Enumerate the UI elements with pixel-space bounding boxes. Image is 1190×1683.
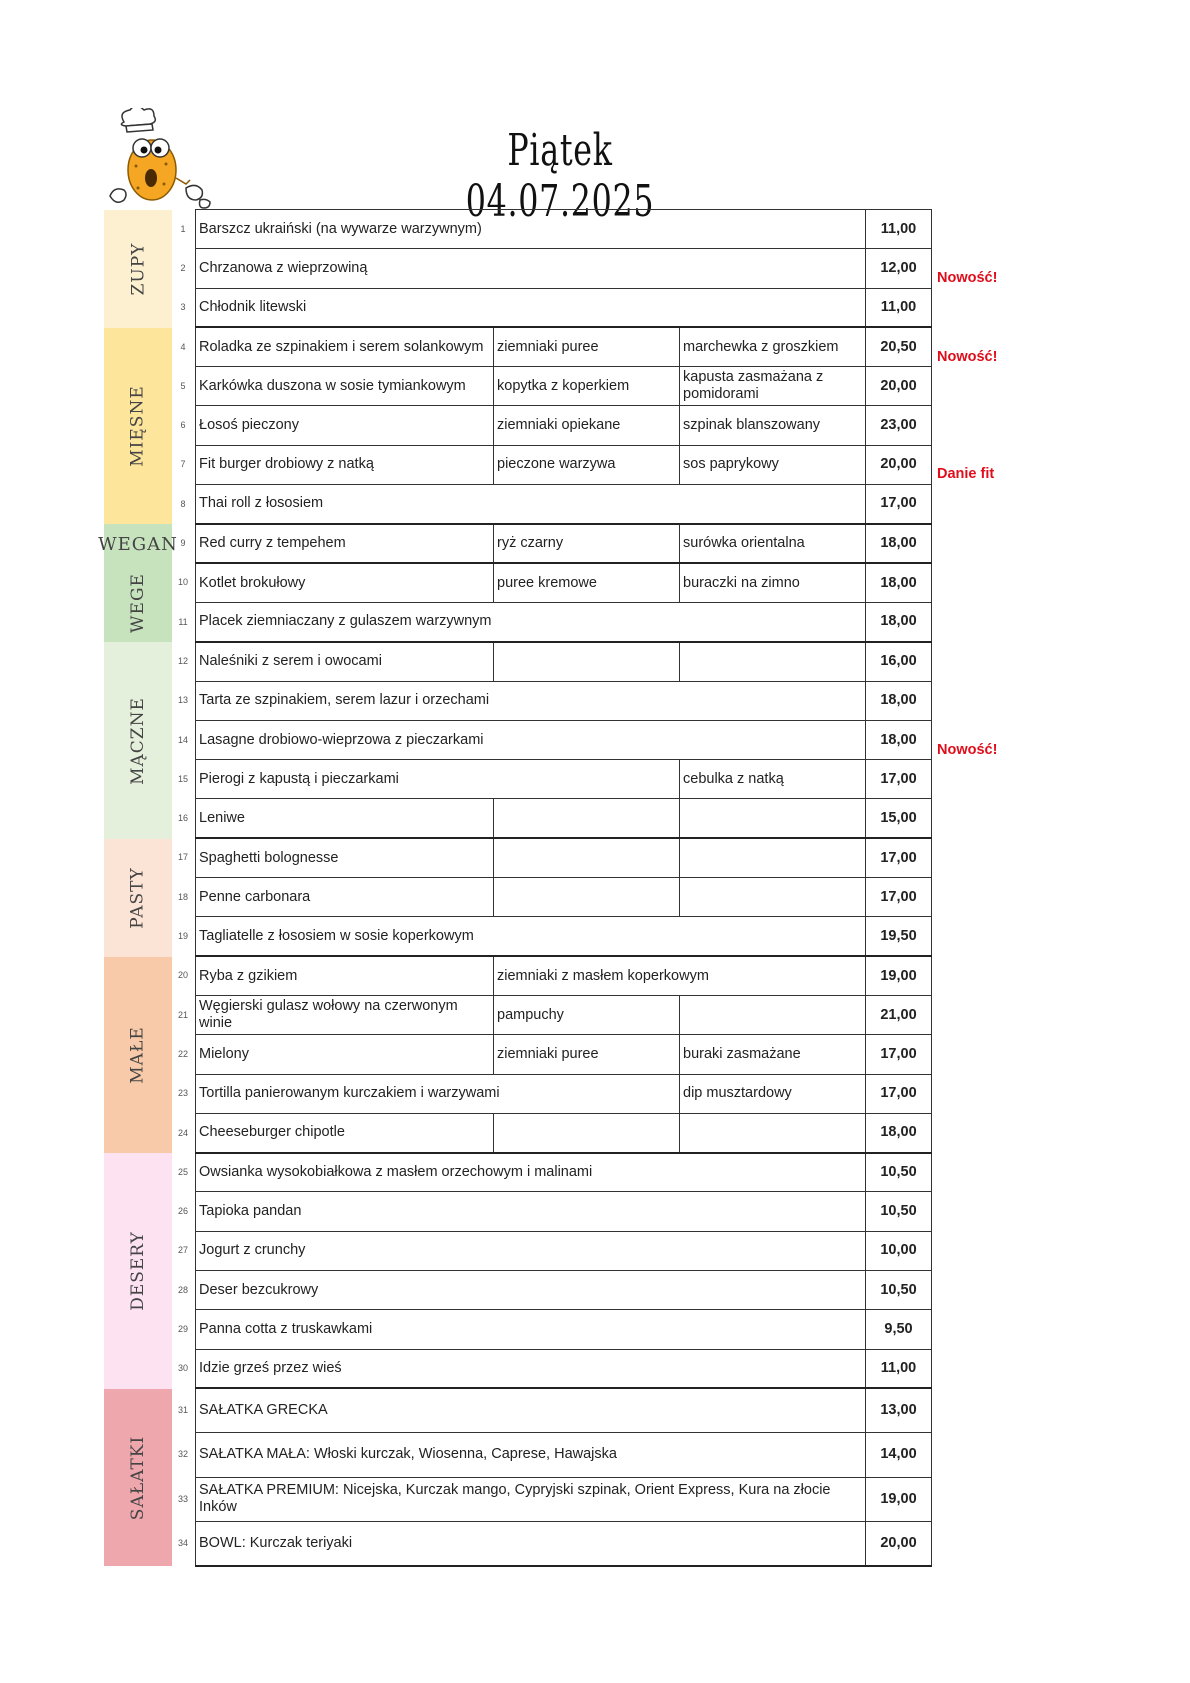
price: 12,00 [866,249,932,288]
price: 10,50 [866,1153,932,1192]
side-dish-2 [680,838,866,877]
row-number: 29 [177,1324,188,1335]
menu-row [196,485,932,524]
dish-name: Placek ziemniaczany z gulaszem warzywnym [196,602,866,641]
side-dish-2 [680,995,866,1034]
row-number: 33 [177,1493,188,1504]
price: 9,50 [866,1310,932,1349]
menu-row [196,1231,932,1270]
dish-name: Tarta ze szpinakiem, serem lazur i orzechami [196,681,866,720]
menu-row [196,642,932,681]
category-band [104,564,172,643]
menu-row [196,1113,932,1152]
row-number: 16 [177,813,188,824]
category-sidebar [98,210,178,1577]
row-number: 27 [177,1245,188,1256]
side-dish-2: buraki zasmażane [680,1035,866,1074]
side-dish-2 [680,1113,866,1152]
category-label: MAŁE [128,1026,148,1084]
menu-row [196,760,932,799]
side-dish-2: surówka orientalna [680,524,866,563]
category-band [104,642,172,839]
dish-name: BOWL: Kurczak teriyaki [196,1521,866,1565]
price: 20,00 [866,445,932,484]
row-number: 7 [180,459,186,470]
side-dish-1: kopytka z koperkiem [494,367,680,406]
menu-row [196,1192,932,1231]
side-dish-1 [494,1113,680,1152]
side-dish-1: ziemniaki puree [494,327,680,366]
page-title: Piątek 04.07.2025 [465,125,655,227]
side-dish-1: ziemniaki opiekane [494,406,680,445]
dish-name: Pierogi z kapustą i pieczarkami [196,760,680,799]
row-number: 5 [180,380,186,391]
dish-name: Cheeseburger chipotle [196,1113,494,1152]
row-number: 11 [178,616,188,627]
category-label: DESERY [128,1231,149,1311]
side-dish-2 [680,642,866,681]
dish-name: Tagliatelle z łososiem w sosie koperkowym [196,917,866,956]
dish-name: Mielony [196,1035,494,1074]
menu-row [196,524,932,563]
category-band [104,1389,172,1566]
category-label: WEGE [128,573,148,633]
dish-name: Ryba z gzikiem [196,956,494,995]
dish-note-badge: Nowość! [937,741,998,758]
category-label: PASTY [128,867,148,929]
side-dish-2: buraczki na zimno [680,563,866,602]
side-dish-2: marchewka z groszkiem [680,327,866,366]
side-dish-2: szpinak blanszowany [680,406,866,445]
row-number: 13 [177,695,188,706]
price: 21,00 [866,995,932,1034]
dish-name: Lasagne drobiowo-wieprzowa z pieczarkami [196,720,866,759]
price: 17,00 [866,1074,932,1113]
row-number: 32 [177,1449,188,1460]
category-band [104,839,172,957]
side-dish-1: ziemniaki puree [494,1035,680,1074]
row-number: 31 [177,1405,188,1416]
side-dish-1: pieczone warzywa [494,445,680,484]
side-dish-1: puree kremowe [494,563,680,602]
side-dish-1: pampuchy [494,995,680,1034]
menu-row [196,1310,932,1349]
price: 10,00 [866,1231,932,1270]
row-number: 2 [180,262,186,273]
menu-row [196,1153,932,1192]
price: 18,00 [866,563,932,602]
dish-name: SAŁATKA MAŁA: Włoski kurczak, Wiosenna, Caprese, Hawajska [196,1433,866,1477]
side-dish-1 [494,878,680,917]
row-number: 1 [180,223,186,234]
dish-name: Owsianka wysokobiałkowa z masłem orzechowym i malinami [196,1153,866,1192]
row-number: 25 [177,1166,188,1177]
row-number: 28 [177,1284,188,1295]
dish-name: Red curry z tempehem [196,524,494,563]
price: 14,00 [866,1433,932,1477]
chef-mascot-icon [104,108,222,212]
side-dish-2 [680,799,866,838]
dish-name: Karkówka duszona w sosie tymiankowym [196,367,494,406]
dish-name: Penne carbonara [196,878,494,917]
menu-row [196,406,932,445]
menu-row [196,563,932,602]
dish-name: Naleśniki z serem i owocami [196,642,494,681]
menu-row [196,249,932,288]
menu-row [196,838,932,877]
price: 17,00 [866,485,932,524]
row-number: 15 [177,773,188,784]
row-number: 12 [177,655,188,666]
category-band [98,524,178,563]
row-number: 6 [180,420,186,431]
side-dish-1 [494,838,680,877]
menu-row [196,1035,932,1074]
price: 10,50 [866,1192,932,1231]
side-dish-2: cebulka z natką [680,760,866,799]
menu-row [196,799,932,838]
row-number: 22 [177,1048,188,1059]
row-number: 18 [177,891,188,902]
menu-row [196,1074,932,1113]
dish-name: Jogurt z crunchy [196,1231,866,1270]
dish-name: Tortilla panierowanym kurczakiem i warzywami [196,1074,680,1113]
side-dish-2: kapusta zasmażana z pomidorami [680,367,866,406]
menu-row [196,1433,932,1477]
price: 18,00 [866,524,932,563]
row-number: 24 [177,1127,188,1138]
row-number: 10 [177,577,188,588]
menu-row [196,288,932,327]
category-label: SAŁATKI [128,1435,148,1520]
price: 15,00 [866,799,932,838]
menu-row [196,956,932,995]
menu-row [196,210,932,249]
category-band [104,957,172,1154]
menu-row [196,1477,932,1521]
dish-name: Roladka ze szpinakiem i serem solankowym [196,327,494,366]
price: 19,00 [866,1477,932,1521]
price: 19,00 [866,956,932,995]
menu-row [196,445,932,484]
dish-name: SAŁATKA GRECKA [196,1388,866,1432]
dish-name: Leniwe [196,799,494,838]
price: 17,00 [866,838,932,877]
category-label: WEGAN [98,533,178,555]
price: 18,00 [866,602,932,641]
price: 19,50 [866,917,932,956]
menu-row [196,1388,932,1432]
category-band [104,210,172,328]
side-dish-1 [494,642,680,681]
dish-note-badge: Danie fit [937,466,995,483]
dish-name: Deser bezcukrowy [196,1271,866,1310]
row-number: 14 [177,734,188,745]
row-number: 8 [180,498,186,509]
menu-row [196,681,932,720]
menu-row [196,1521,932,1565]
menu-row [196,1349,932,1388]
category-band [104,1153,172,1389]
side-dish-2: sos paprykowy [680,445,866,484]
side-dish-2 [680,878,866,917]
row-number: 4 [180,341,186,352]
price: 18,00 [866,681,932,720]
dish-name: Chrzanowa z wieprzowiną [196,249,866,288]
side-dish-1: ryż czarny [494,524,680,563]
price: 17,00 [866,760,932,799]
dish-note-badge: Nowość! [937,348,998,365]
row-number: 3 [180,302,186,313]
menu-row [196,995,932,1034]
side-dish-2: dip musztardowy [680,1074,866,1113]
price: 17,00 [866,878,932,917]
price: 11,00 [866,288,932,327]
price: 13,00 [866,1388,932,1432]
row-number: 21 [177,1009,188,1020]
side-dish-1 [494,799,680,838]
dish-name: Kotlet brokułowy [196,563,494,602]
price: 18,00 [866,1113,932,1152]
price: 10,50 [866,1271,932,1310]
dish-note-badge: Nowość! [937,269,998,286]
price: 17,00 [866,1035,932,1074]
price: 16,00 [866,642,932,681]
dish-name: Barszcz ukraiński (na wywarze warzywnym) [196,210,866,249]
dish-name: Fit burger drobiowy z natką [196,445,494,484]
dish-name: Tapioka pandan [196,1192,866,1231]
row-number: 9 [180,538,186,549]
price: 20,50 [866,327,932,366]
dish-name: Spaghetti bolognesse [196,838,494,877]
menu-row [196,917,932,956]
price: 23,00 [866,406,932,445]
dish-name: Węgierski gulasz wołowy na czerwonym winie [196,995,494,1034]
row-number: 30 [177,1363,188,1374]
dish-name: Panna cotta z truskawkami [196,1310,866,1349]
price: 18,00 [866,720,932,759]
row-number: 17 [177,852,188,863]
row-number: 20 [177,970,188,981]
price: 20,00 [866,367,932,406]
dish-name: Idzie grześ przez wieś [196,1349,866,1388]
dish-name: Chłodnik litewski [196,288,866,327]
price: 11,00 [866,1349,932,1388]
price: 20,00 [866,1521,932,1565]
menu-row [196,720,932,759]
price: 11,00 [866,210,932,249]
dish-name: Łosoś pieczony [196,406,494,445]
row-number: 19 [177,931,188,942]
menu-row [196,327,932,366]
menu-row [196,878,932,917]
row-number: 23 [177,1088,188,1099]
menu-row [196,1271,932,1310]
category-label: ZUPY [128,242,148,296]
category-label: MIĘSNE [128,385,148,467]
category-band [104,328,172,525]
menu-table [195,209,932,1567]
dish-name: Thai roll z łososiem [196,485,866,524]
dish-name: SAŁATKA PREMIUM: Nicejska, Kurczak mango, Cypryjski szpinak, Orient Express, Kura na złocie Inków [196,1477,866,1521]
menu-row [196,367,932,406]
menu-row [196,602,932,641]
row-number: 26 [177,1206,188,1217]
category-label: MĄCZNE [128,696,149,785]
row-number: 34 [177,1538,188,1549]
side-dish-1: ziemniaki z masłem koperkowym [494,956,866,995]
